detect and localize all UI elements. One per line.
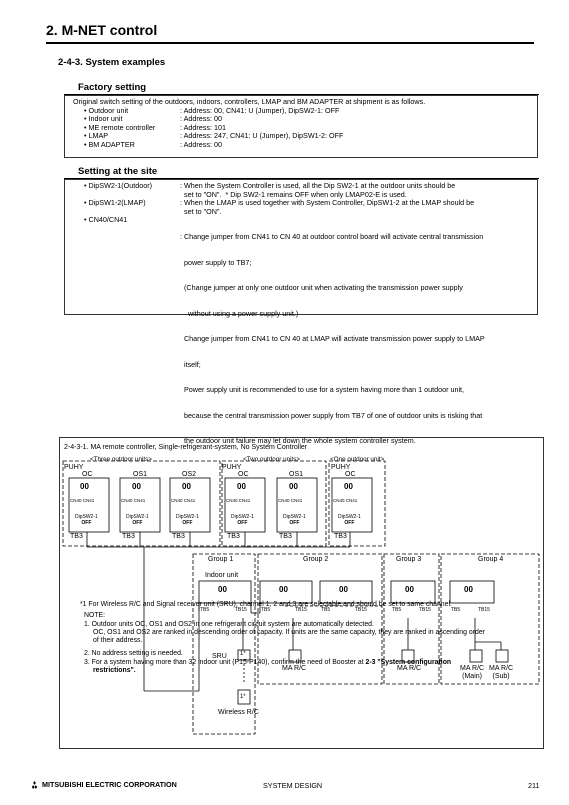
site-line: set to "ON". * Dip SW2-1 remains OFF when only LMAP02-E is used. — [180, 189, 407, 199]
site-row-lmap — [84, 199, 537, 216]
factory-row-name: • Indoor unit — [84, 114, 123, 123]
oc-label: OC — [82, 471, 93, 478]
site-setting-box — [64, 179, 538, 445]
factory-row-name: • LMAP — [84, 131, 109, 140]
company-logo — [30, 780, 177, 789]
ma-rc-label: MA R/C — [397, 665, 422, 672]
factory-row-value: : Address: 101 — [180, 122, 226, 132]
three-units-label: <Three outdoor units> — [90, 456, 152, 463]
tb15-label: TB15 — [478, 607, 490, 613]
puhy-label: PUHY — [64, 464, 84, 471]
indoor-address: 00 — [339, 585, 348, 594]
dipsw-label: DipSW2-1 OFF — [283, 514, 306, 526]
cn-labels: CN40 CN41 — [171, 498, 196, 503]
factory-row — [84, 107, 537, 116]
wireless-rc-label: Wireless R/C — [218, 709, 259, 716]
dipsw-label: DipSW2-1 OFF — [231, 514, 254, 526]
factory-row-name: • BM ADAPTER — [84, 139, 135, 149]
tb15-label: TB15 — [355, 607, 367, 613]
tb15-label: TB15 — [295, 607, 307, 613]
outdoor-address: 00 — [80, 482, 89, 491]
page-number: 211 — [528, 781, 540, 790]
note-1: 1. Outdoor units OC, OS1 and OS2 in one refrigerant circuit system are automatically detected. OC, OS1 and OS2 are ranked in descending order of capacity. If units are the same capacity, they are ranked in ascending order of their address. — [84, 621, 485, 644]
dipsw-label: DipSW2-1 OFF — [126, 514, 149, 526]
site-line: : When the LMAP is used together with System Controller, DipSW1-2 at the LMAP should be — [180, 198, 475, 207]
site-line: Power supply unit is recommended to use for a system having more than 1 outdoor unit, — [180, 385, 465, 394]
outdoor-address: 00 — [182, 482, 191, 491]
oc-label: OC — [238, 471, 249, 478]
tb3-label: TB3 — [172, 533, 185, 540]
footer-center: SYSTEM DESIGN — [263, 781, 323, 790]
site-row-cn40 — [84, 216, 537, 463]
indoor-address: 00 — [405, 585, 414, 594]
factory-row — [84, 141, 537, 150]
tb15-label: TB15 — [235, 607, 247, 613]
outdoor-address: 00 — [237, 482, 246, 491]
tb5-label: TB5 — [200, 607, 210, 613]
sru-label: SRU — [212, 653, 227, 660]
indoor-address: 00 — [218, 585, 227, 594]
company-name: MITSUBISHI ELECTRIC CORPORATION — [42, 780, 177, 789]
tb5-label: TB5 — [321, 607, 331, 613]
sru-footnote-mark: 1* — [240, 651, 246, 657]
tb15-label: TB15 — [419, 607, 431, 613]
os2-label: OS2 — [182, 471, 197, 478]
site-line: (Change jumper at only one outdoor unit when activating the transmission power supply — [180, 283, 463, 292]
os1-label: OS1 — [289, 471, 304, 478]
ma-rc-sub-label: MA R/C (Sub) — [489, 665, 514, 680]
system-diagram — [59, 437, 544, 749]
tb5-label: TB5 — [451, 607, 461, 613]
tb3-label: TB3 — [70, 533, 83, 540]
ma-rc-label: MA R/C — [282, 665, 307, 672]
tb3-label: TB3 — [122, 533, 135, 540]
tb3-label: TB3 — [334, 533, 347, 540]
factory-row-name: • ME remote controller — [84, 122, 156, 132]
site-row-name: • DipSW1-2(LMAP) — [84, 198, 146, 207]
site-line: : When the System Controller is used, all the Dip SW2-1 at the outdoor units should be — [180, 181, 456, 190]
outdoor-address: 00 — [289, 482, 298, 491]
factory-row-name: • Outdoor unit — [84, 105, 129, 115]
factory-setting-box — [64, 95, 538, 158]
oc-label: OC — [345, 471, 356, 478]
outdoor-address: 00 — [132, 482, 141, 491]
factory-setting-title: Factory setting — [78, 82, 147, 93]
factory-row — [84, 132, 537, 141]
site-row-dipsw2 — [84, 182, 537, 199]
indoor-unit-label: Indoor unit — [205, 572, 239, 579]
site-line: because the central transmission power supply from TB7 of one of outdoor units is risking that — [180, 410, 483, 420]
diagram-title: 2-4-3-1. MA remote controller, Single-refrigerant-system, No System Controller — [64, 444, 308, 451]
page-header: 2. M-NET control — [46, 22, 534, 44]
section-title: 2-4-3. System examples — [58, 57, 166, 68]
puhy-label: PUHY — [331, 464, 351, 471]
note-3: 3. For a system having more than 32 indoor unit (P15-P140), confirm the need of Booster at 2-3 "System configuration restrictions". — [84, 659, 452, 674]
ma-rc-main-label: MA R/C (Main) — [460, 665, 485, 680]
site-row-name: • DipSW2-1(Outdoor) — [84, 181, 153, 190]
tb5-label: TB5 — [392, 607, 402, 613]
factory-intro: Original switch setting of the outdoors, indoors, controllers, LMAP and BM ADAPTER at shipment is as follows. — [73, 97, 426, 106]
site-line: set to "ON". — [180, 206, 222, 216]
dipsw-label: DipSW2-1 OFF — [176, 514, 199, 526]
factory-row-value: : Address: 00 — [180, 114, 222, 123]
site-line: Change jumper from CN41 to CN 40 at LMAP will activate transmission power supply to LMAP — [180, 334, 485, 343]
factory-row-value: : Address: 247, CN41: U (Jumper), DipSW1-2: OFF — [180, 131, 344, 140]
group-3-label: Group 3 — [396, 556, 422, 563]
indoor-address: 00 — [464, 585, 473, 594]
tb3-label: TB3 — [279, 533, 292, 540]
os1-label: OS1 — [133, 471, 148, 478]
one-unit-label: <One outdoor unit> — [330, 456, 385, 463]
puhy-label: PUHY — [222, 464, 242, 471]
note-heading: NOTE: — [84, 612, 106, 619]
outdoor-address: 00 — [344, 482, 353, 491]
wireless-footnote-mark: 1* — [240, 694, 246, 700]
factory-row-value: : Address: 00, CN41: U (Jumper), DipSW2-1: OFF — [180, 105, 340, 115]
two-units-label: <Two outdoor units> — [243, 456, 301, 463]
site-line: power supply to TB7; — [180, 257, 252, 267]
footnote: *1 For Wireless R/C and Signal receiver unit (SRU), channel 1, 2 and 3 are selectable and should be set to same channel. — [80, 601, 452, 608]
site-line: without using a power supply unit.) — [180, 308, 299, 318]
cn-labels: CN40 CN41 — [333, 498, 358, 503]
factory-row-value: : Address: 00 — [180, 139, 222, 149]
site-setting-title: Setting at the site — [78, 166, 158, 177]
cn-labels: CN40 CN41 — [226, 498, 251, 503]
site-line: : Change jumper from CN41 to CN 40 at outdoor control board will activate central transmission — [180, 232, 484, 241]
dipsw-label: DipSW2-1 OFF — [338, 514, 361, 526]
group-1-label: Group 1 — [208, 556, 234, 563]
note-2: 2. No address setting is needed. — [84, 650, 183, 657]
site-row-name: • CN40/CN41 — [84, 215, 128, 224]
cn-labels: CN40 CN41 — [70, 498, 95, 503]
indoor-address: 00 — [279, 585, 288, 594]
tb5-label: TB5 — [261, 607, 271, 613]
cn-labels: CN40 CN41 — [278, 498, 303, 503]
dipsw-label: DipSW2-1 OFF — [75, 514, 98, 526]
group-4-label: Group 4 — [478, 556, 504, 563]
mitsubishi-diamonds-icon — [30, 781, 39, 789]
group-2-label: Group 2 — [303, 556, 329, 563]
cn-labels: CN40 CN41 — [121, 498, 146, 503]
site-line: itself; — [180, 359, 201, 369]
site-line: the outdoor unit failure may let down the whole system controller system. — [180, 436, 416, 445]
tb3-label: TB3 — [227, 533, 240, 540]
